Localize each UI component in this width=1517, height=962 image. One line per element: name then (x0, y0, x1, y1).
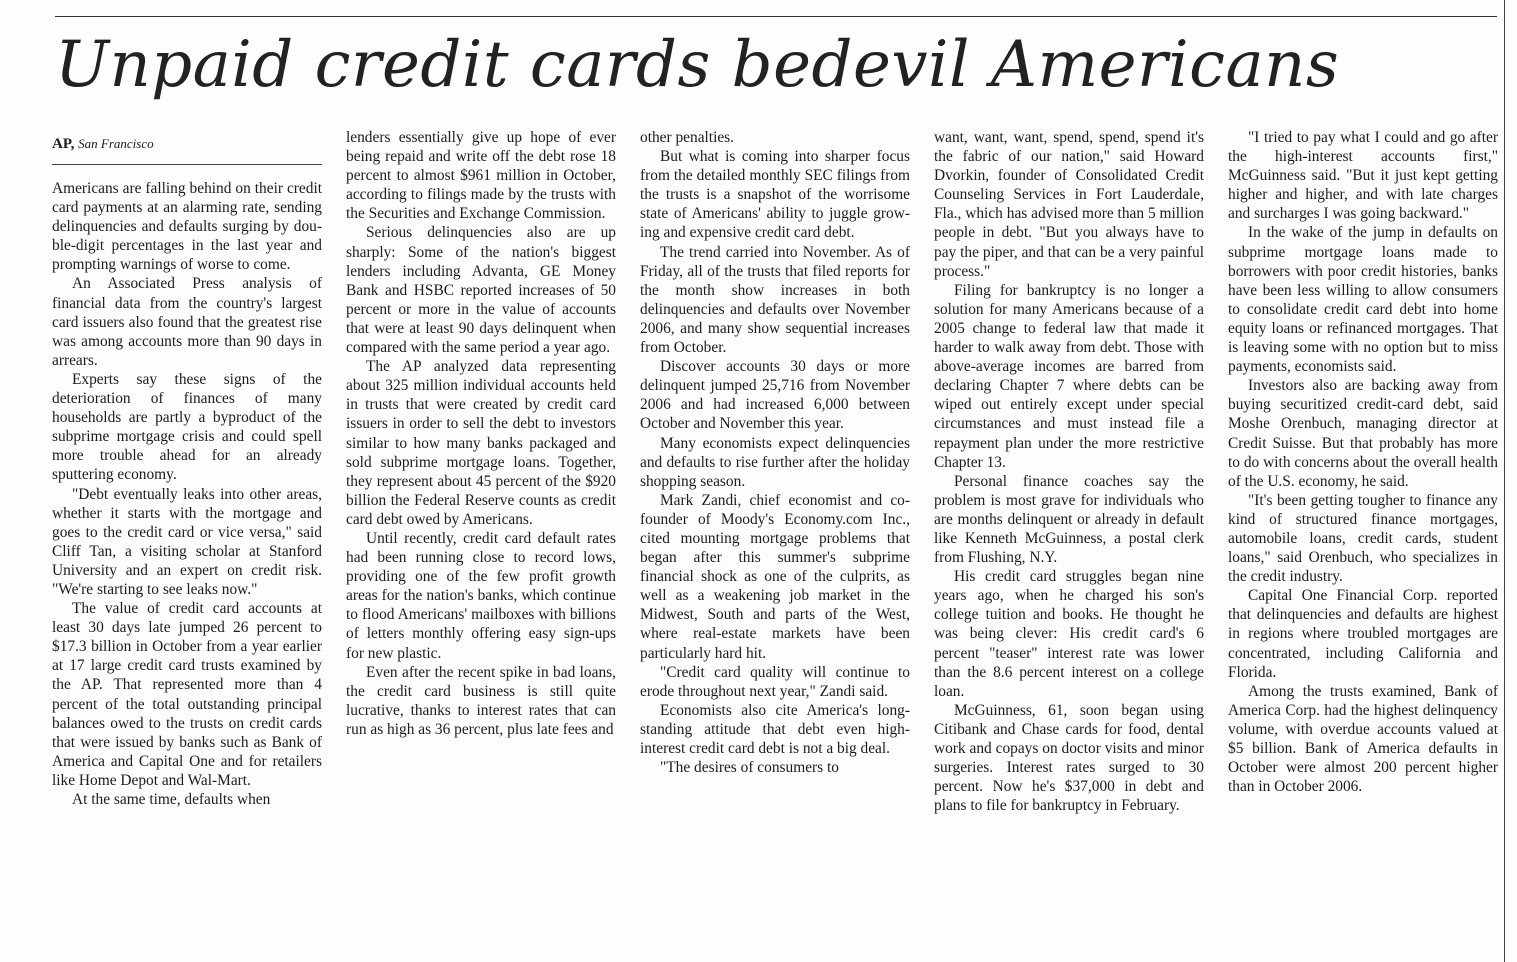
dateline-city: San Francisco (78, 136, 154, 151)
article-paragraph: Investors also are backing away from buying securitized credit-card debt, said Moshe Orenbuch, managing director at Credit Suisse. But that probably has more to do with concerns about the overall health of the U.S. economy, he said. (1228, 377, 1498, 490)
article-paragraph: Serious delinquencies also are up sharply: Some of the nation's biggest lenders including Advanta, GE Money Bank and HSBC reported increases of 50 percent or more in the value of accounts that were at least 90 days delinquent when compared with the same period a year ago. (346, 224, 616, 357)
article-paragraph: But what is coming into sharper focus from the detailed monthly SEC filings from the trusts is a snapshot of the worrisome state of Americans' ability to juggle growing and expensive credit card debt. (640, 148, 910, 242)
article-paragraph: Even after the recent spike in bad loans, the credit card business is still quite lucrative, thanks to interest rates that can run as high as 36 percent, plus late fees and (346, 663, 616, 738)
article-paragraph: Until recently, credit card default rates had been running close to record lows, providing one of the few profit growth areas for the nation's banks, which continue to flood Americans' mailboxes with billions of letters monthly offering easy sign-ups for new plastic. (346, 529, 616, 662)
column-4 (934, 128, 1204, 918)
headline: Unpaid credit cards bedevil Americans (55, 28, 1340, 102)
dateline-agency: AP, (52, 136, 75, 152)
column-2 (346, 128, 616, 918)
article-paragraph: Mark Zandi, chief economist and co-founder of Moody's Economy.com Inc., cited mounting mortgage problems that began after this summer's subprime financial shock as one of the culprits, as well as a weakening job market in the Midwest, South and parts of the West, where real-estate markets have been particularly hard hit. (640, 491, 910, 662)
article-paragraph: An Associated Press analysis of financial data from the country's largest card issuers also found that the greatest rise was among accounts more than 90 days in arrears. (52, 275, 322, 369)
article-paragraph: "Debt eventually leaks into other areas, whether it starts with the mortgage and goes to the credit card or vice versa," said Cliff Tan, a visiting scholar at Stanford University and an expert on credit risk. "We're starting to see leaks now." (52, 485, 322, 598)
article-paragraph: Personal finance coaches say the problem is most grave for individuals who are months delinquent or already in default like Kenneth McGuinness, a postal clerk from Flushing, N.Y. (934, 472, 1204, 567)
article-paragraph: Filing for bankruptcy is no longer a solution for many Americans because of a 2005 change to federal law that made it harder to walk away from debt. Those with above-average incomes are barred from declaring Chapter 7 where debts can be wiped out entirely except under special circumstances and must instead file a repayment plan under the more restrictive Chapter 13. (934, 281, 1204, 471)
column-1 (52, 128, 322, 918)
article-paragraph: Economists also cite America's long-standing attitude that debt even high-interest credit card debt is not a big deal. (640, 701, 910, 757)
article-paragraph: Many economists expect delinquencies and defaults to rise further after the holiday shopping season. (640, 434, 910, 490)
article-paragraph: Experts say these signs of the deterioration of finances of many households are partly a byproduct of the subprime mortgage crisis and could spell more trouble ahead for an already sputtering economy. (52, 370, 322, 484)
article-paragraph: The value of credit card accounts at least 30 days late jumped 26 percent to $17.3 billion in October from a year earlier at 17 large credit card trusts examined by the AP. That represented more than 4 percent of the total outstanding principal balances owed to the trusts on credit cards that were issued by banks such as Bank of America and Capital One and for retailers like Home Depot and Wal-Mart. (52, 600, 322, 789)
dateline (52, 134, 322, 165)
article-paragraph: At the same time, defaults when (72, 791, 271, 808)
article-paragraph: lenders essentially give up hope of ever being repaid and write off the debt rose 18 percent to almost $961 million in October, according to filings made by the trusts with the Securities and Exchange Commission. (346, 129, 616, 223)
article-paragraph: Among the trusts examined, Bank of America Corp. had the highest delinquency volume, with overdue accounts valued at $5 billion. Bank of America defaults in October were almost 200 percent higher than in October 2006. (1228, 682, 1498, 796)
column-5 (1228, 128, 1498, 918)
article-paragraph: The trend carried into November. As of Friday, all of the trusts that filed reports for the month show increases in both delinquencies and defaults over November 2006, and many show sequential increases from October. (640, 243, 910, 357)
right-edge-rule (1504, 0, 1505, 962)
article-paragraph: "The desires of consumers to (660, 759, 839, 777)
article-paragraph: "I tried to pay what I could and go after the high-interest accounts first," McGuinness said. "But it just kept getting higher and higher, and with late charges and surcharges I was going backward." (1228, 129, 1498, 223)
top-rule (55, 16, 1497, 17)
article-columns (52, 128, 1498, 918)
article-paragraph: "It's been getting tougher to finance any kind of structured finance mortgages, automobile loans, credit cards, student loans," said Orenbuch, who specializes in the credit industry. (1228, 491, 1498, 586)
article-paragraph: other penalties. (640, 129, 735, 146)
article-paragraph: Americans are falling behind on their credit card payments at an alarming rate, sending delinquencies and defaults surging by double-digit percentages in the last year and prompting warnings of worse to come. (52, 180, 322, 274)
article-paragraph: Capital One Financial Corp. reported that delinquencies and defaults are highest in regions where troubled mortgages are concentrated, including California and Florida. (1228, 587, 1498, 681)
article-paragraph: McGuinness, 61, soon began using Citibank and Chase cards for food, dental work and copays on doctor visits and minor surgeries. Interest rates surged to 30 percent. Now he's $37,000 in debt and plans to file for bankruptcy in February. (934, 701, 1204, 815)
article-paragraph: want, want, want, spend, spend, spend it's the fabric of our nation," said Howard Dvorkin, founder of Consolidated Credit Counseling Services in Fort Lauderdale, Fla., which has advised more than 5 million people in debt. "But you always have to pay the piper, and that can be a very painful process." (934, 129, 1204, 280)
article-paragraph: His credit card struggles began nine years ago, when he charged his son's college tuition and books. He thought he was being clever: His credit card's 6 percent "teaser" interest rate was lower than the 8.6 percent interest on a college loan. (934, 568, 1204, 700)
article-paragraph: "Credit card quality will continue to erode throughout next year," Zandi said. (640, 663, 910, 700)
column-3 (640, 128, 910, 918)
dateline-gap (52, 169, 322, 179)
article-paragraph: In the wake of the jump in defaults on subprime mortgage loans made to borrowers with poor credit histories, banks have been less willing to allow consumers to consolidate credit card debt into home equity loans or refinanced mortgages. That is leaving some with no option but to miss payments, economists said. (1228, 224, 1498, 376)
article-paragraph: The AP analyzed data representing about 325 million individual accounts held in trusts that were created by credit card issuers in order to sell the debt to investors similar to how many banks packaged and sold subprime mortgage loans. Together, they represent about 45 percent of the $920 billion the Federal Reserve counts as credit card debt owed by Americans. (346, 358, 616, 528)
article-paragraph: Discover accounts 30 days or more delinquent jumped 25,716 from November 2006 and had increased 6,000 between October and November this year. (640, 358, 910, 433)
